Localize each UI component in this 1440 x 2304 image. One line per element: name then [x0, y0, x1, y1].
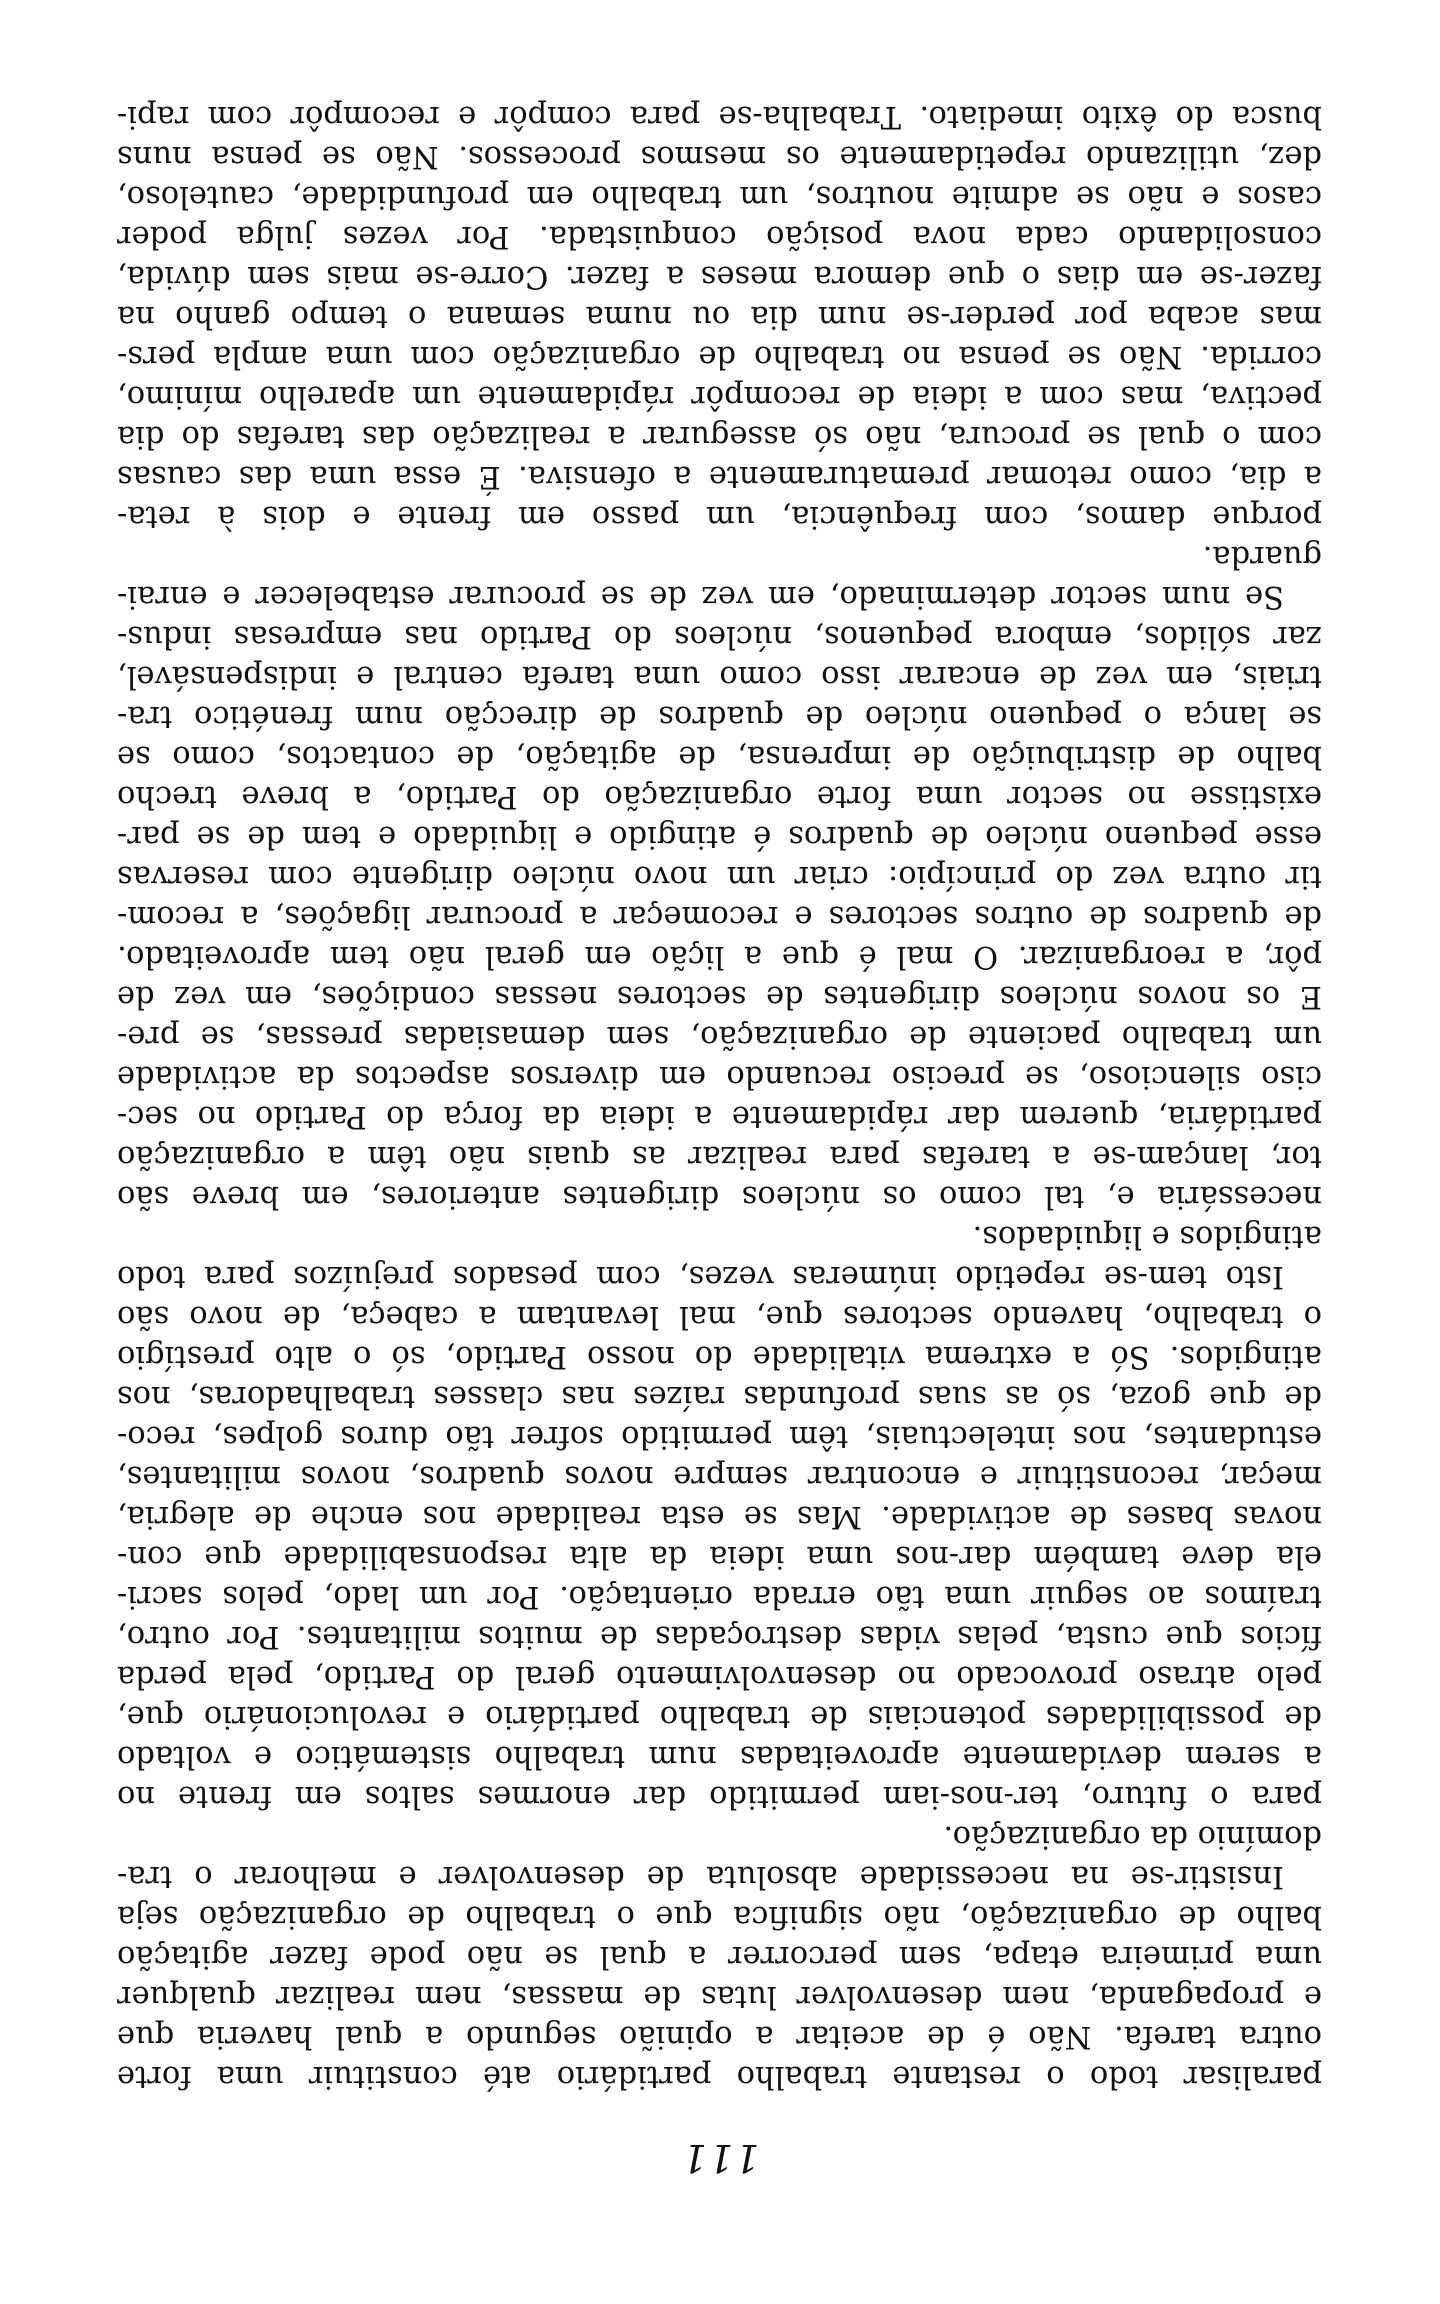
- body-text: [117, 96, 1322, 2096]
- text-line: com o qual se procura, não só assegurar a realização das tarefas do dia: [117, 419, 1322, 454]
- text-line: fícios que custa, pelas vidas destroçadas de muitos militantes. Por outro,: [117, 1619, 1322, 1654]
- text-line: corrida. Não se pensa no trabalho de organização com uma ampla pers-: [117, 339, 1322, 374]
- text-line: ela deve também dar-nos uma ideia da alta responsabilidade que con-: [117, 1539, 1322, 1574]
- text-line: traímos ao seguir uma tão errada orientação. Por um lado, pelos sacri-: [117, 1579, 1322, 1614]
- text-line: fazer-se em dias o que demora meses a fazer. Corre-se mais sem dúvida,: [117, 259, 1322, 294]
- text-line: ciso silencioso, se preciso recuando em diversos aspectos da actividade: [117, 1059, 1322, 1094]
- text-line: consolidando cada nova posição conquistada. Por vezes julga poder: [117, 219, 1322, 254]
- text-line: dez, utilizando repetidamente os mesmos processos. Não se pensa nuns: [117, 139, 1322, 174]
- text-line: de que goza, só as suas profundas raízes nas classes trabalhadoras, nos: [117, 1379, 1322, 1414]
- text-line: atingidos e liquidados.: [972, 1219, 1322, 1254]
- text-line: triais, em vez de encarar isso como uma tarefa central e indispensável,: [117, 659, 1322, 694]
- text-line: balho de distribuição de imprensa, de agitação, de contactos, como se: [117, 739, 1322, 774]
- paragraph-first-line: Se num sector determinado, em vez de se procurar estabelecer e enrai-: [117, 579, 1284, 614]
- text-line: partidária, querem dar rápidamente a ideia da força do Partido no sec-: [117, 1099, 1322, 1134]
- text-line: mas acaba por perder-se num dia ou numa semana o tempo ganho na: [117, 299, 1322, 334]
- text-line: pelo atraso provocado no desenvolvimento geral do Partido, pela perda: [117, 1659, 1322, 1694]
- text-line: necessária e, tal como os núcleos dirigentes anteriores, em breve são: [117, 1179, 1322, 1214]
- text-line: meçar, reconstituir e encontrar sempre novos quadros, novos militantes,: [117, 1459, 1322, 1494]
- text-line: esse pequeno núcleo de quadros é atingido e liquidado e tem de se par-: [117, 819, 1322, 854]
- text-line: porque damos, com frequência, um passo em frente e dois à reta-: [117, 499, 1322, 534]
- text-line: tir outra vez do princípio: criar um novo núcleo dirigente com reservas: [117, 859, 1322, 894]
- text-line: zar sólidos, embora pequenos, núcleos do Partido nas empresas indus-: [117, 619, 1322, 654]
- paragraph-first-line: Insistir-se na necessidade absoluta de desenvolver e melhorar o tra-: [117, 1859, 1284, 1894]
- text-line: atingidos. Só a extrema vitalidade do nosso Partido, só o alto prestígio: [117, 1339, 1322, 1374]
- text-line: para o futuro, ter-nos-iam permitido dar enormes saltos em frente no: [117, 1779, 1322, 1814]
- paragraph-first-line: Isto tem-se repetido inúmeras vezes, com pesados prejuízos para todo: [117, 1259, 1284, 1294]
- text-line: casos e não se admite noutros, um trabalho em profundidade, cauteloso,: [117, 179, 1322, 214]
- text-line: a dia, como retomar prematuramente a ofensiva. É essa uma das causas: [117, 459, 1322, 494]
- text-line: balho de organização, não significa que o trabalho de organização seja: [117, 1899, 1322, 1934]
- page-number: 111: [680, 2136, 760, 2180]
- text-line: de possibilidades potenciais de trabalho partidário e revolucionário que,: [117, 1699, 1322, 1734]
- text-line: de quadros de outros sectores e recomeçar a procurar ligações, a recom-: [117, 899, 1322, 934]
- text-line: guarda.: [1202, 539, 1322, 574]
- text-line: outra tarefa. Não é de aceitar a opinião segundo a qual haveria que: [117, 2019, 1322, 2054]
- text-line: tor, lançam-se a tarefas para realizar as quais não têm a organização: [117, 1139, 1322, 1174]
- text-line: existisse no sector uma forte organização do Partido, a breve trecho: [117, 779, 1322, 814]
- text-line: E os novos núcleos dirigentes de sectores nessas condições, em vez de: [117, 979, 1322, 1014]
- text-line: um trabalho paciente de organização, sem demasiadas pressas, se pre-: [117, 1019, 1322, 1054]
- text-line: busca do êxito imediato. Trabalha-se para compôr e recompôr com rapi-: [117, 99, 1322, 134]
- text-line: pectiva, mas com a ideia de recompôr rápidamente um aparelho mínimo,: [117, 379, 1322, 414]
- text-line: novas bases de actividade. Mas se esta realidade nos enche de alegria,: [117, 1499, 1322, 1534]
- text-line: uma primeira etapa, sem percorrer a qual se não pode fazer agitação: [117, 1939, 1322, 1974]
- text-line: paralisar todo o restante trabalho partidário até constituir uma forte: [117, 2059, 1322, 2094]
- text-line: e propaganda, nem desenvolver lutas de massas, nem realizar qualquer: [117, 1979, 1322, 2014]
- text-line: o trabalho, havendo sectores que, mal levantam a cabeça, de novo são: [117, 1299, 1322, 1334]
- text-line: se lança o pequeno núcleo de quadros de direcção num frenético tra-: [117, 699, 1322, 734]
- text-line: domínio da organização.: [943, 1819, 1322, 1854]
- text-line: a serem devidamente aproveitadas num trabalho sistemático e voltado: [117, 1739, 1322, 1774]
- text-line: estudantes, nos intelectuais, têm permitido sofrer tão duros golpes, reco-: [117, 1419, 1322, 1454]
- text-line: pôr, a reorganizar. O mal é que a lição em geral não tem aproveitado.: [117, 939, 1322, 974]
